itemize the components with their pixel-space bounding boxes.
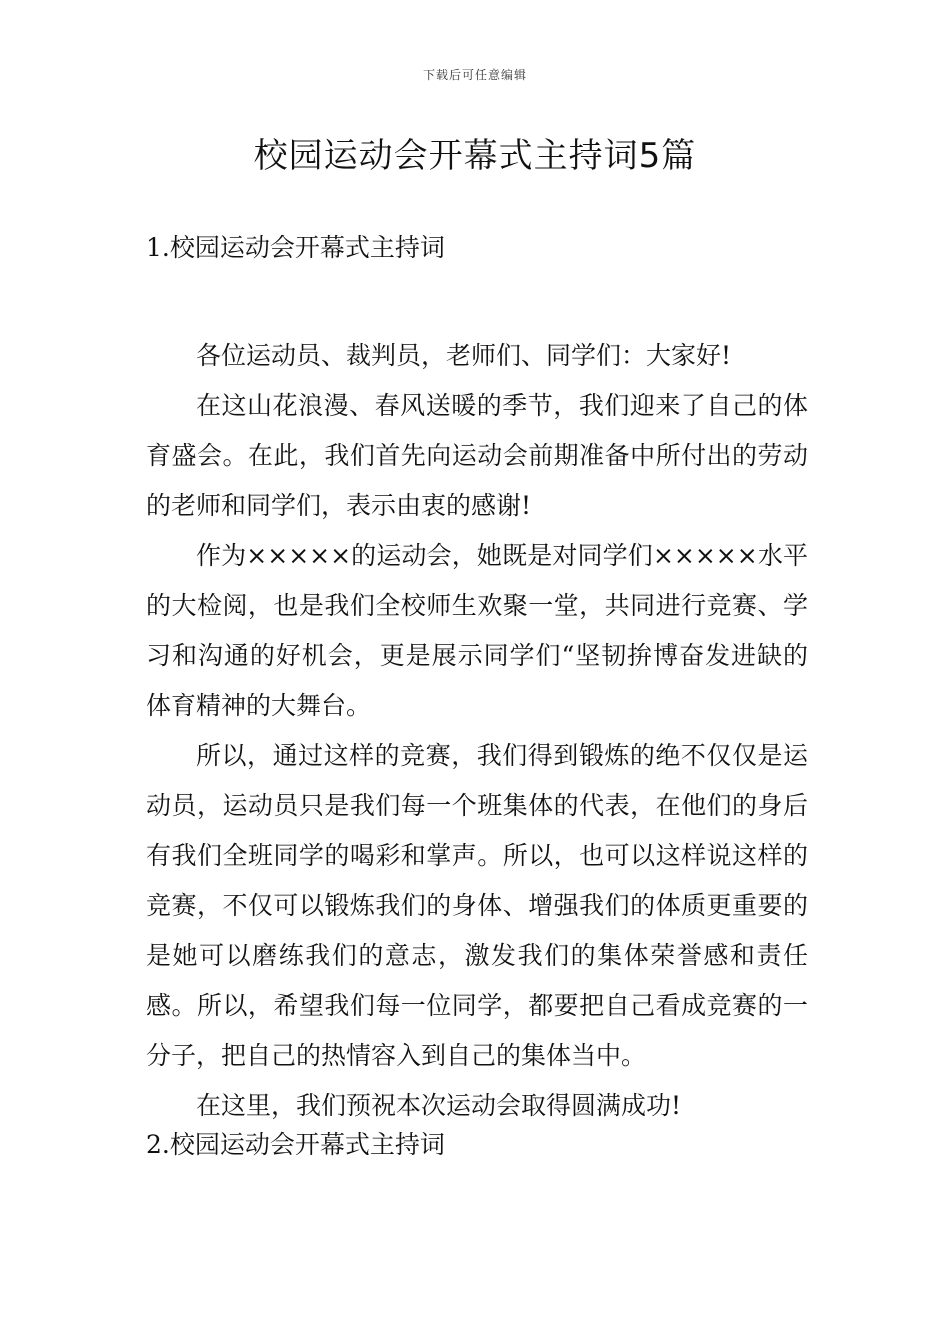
document-title: 校园运动会开幕式主持词5篇 xyxy=(253,136,697,176)
paragraph-season: 在这山花浪漫、春风送暖的季节，我们迎来了自己的体育盛会。在此，我们首先向运动会前期准备中所付出的劳动的老师和同学们，表示由衷的感谢! xyxy=(146,391,808,520)
section-1-body xyxy=(146,331,808,1131)
paragraph-wishes: 在这里，我们预祝本次运动会取得圆满成功! xyxy=(196,1091,682,1120)
paragraph-teamwork: 所以，通过这样的竞赛，我们得到锻炼的绝不仅仅是运动员，运动员只是我们每一个班集体的代表，在他们的身后有我们全班同学的喝彩和掌声。所以，也可以这样说这样的竞赛，不仅可以锻炼我们的身体、增强我们的体质更重要的是她可以磨练我们的意志，激发我们的集体荣誉感和责任感。所以，希望我们每一位同学，都要把自己看成竞赛的一分子，把自己的热情容入到自己的集体当中。 xyxy=(146,741,808,1070)
section-heading-2: 2.校园运动会开幕式主持词 xyxy=(146,1130,445,1159)
paragraph-greeting: 各位运动员、裁判员，老师们、同学们：大家好! xyxy=(196,341,732,370)
section-heading-1: 1.校园运动会开幕式主持词 xyxy=(146,233,445,262)
header-note: 下载后可任意编辑 xyxy=(422,68,527,82)
paragraph-purpose: 作为×××××的运动会，她既是对同学们×××××水平的大检阅，也是我们全校师生欢聚一堂，共同进行竞赛、学习和沟通的好机会，更是展示同学们“坚韧拚博奋发进缺的体育精神的大舞台。 xyxy=(146,541,808,720)
